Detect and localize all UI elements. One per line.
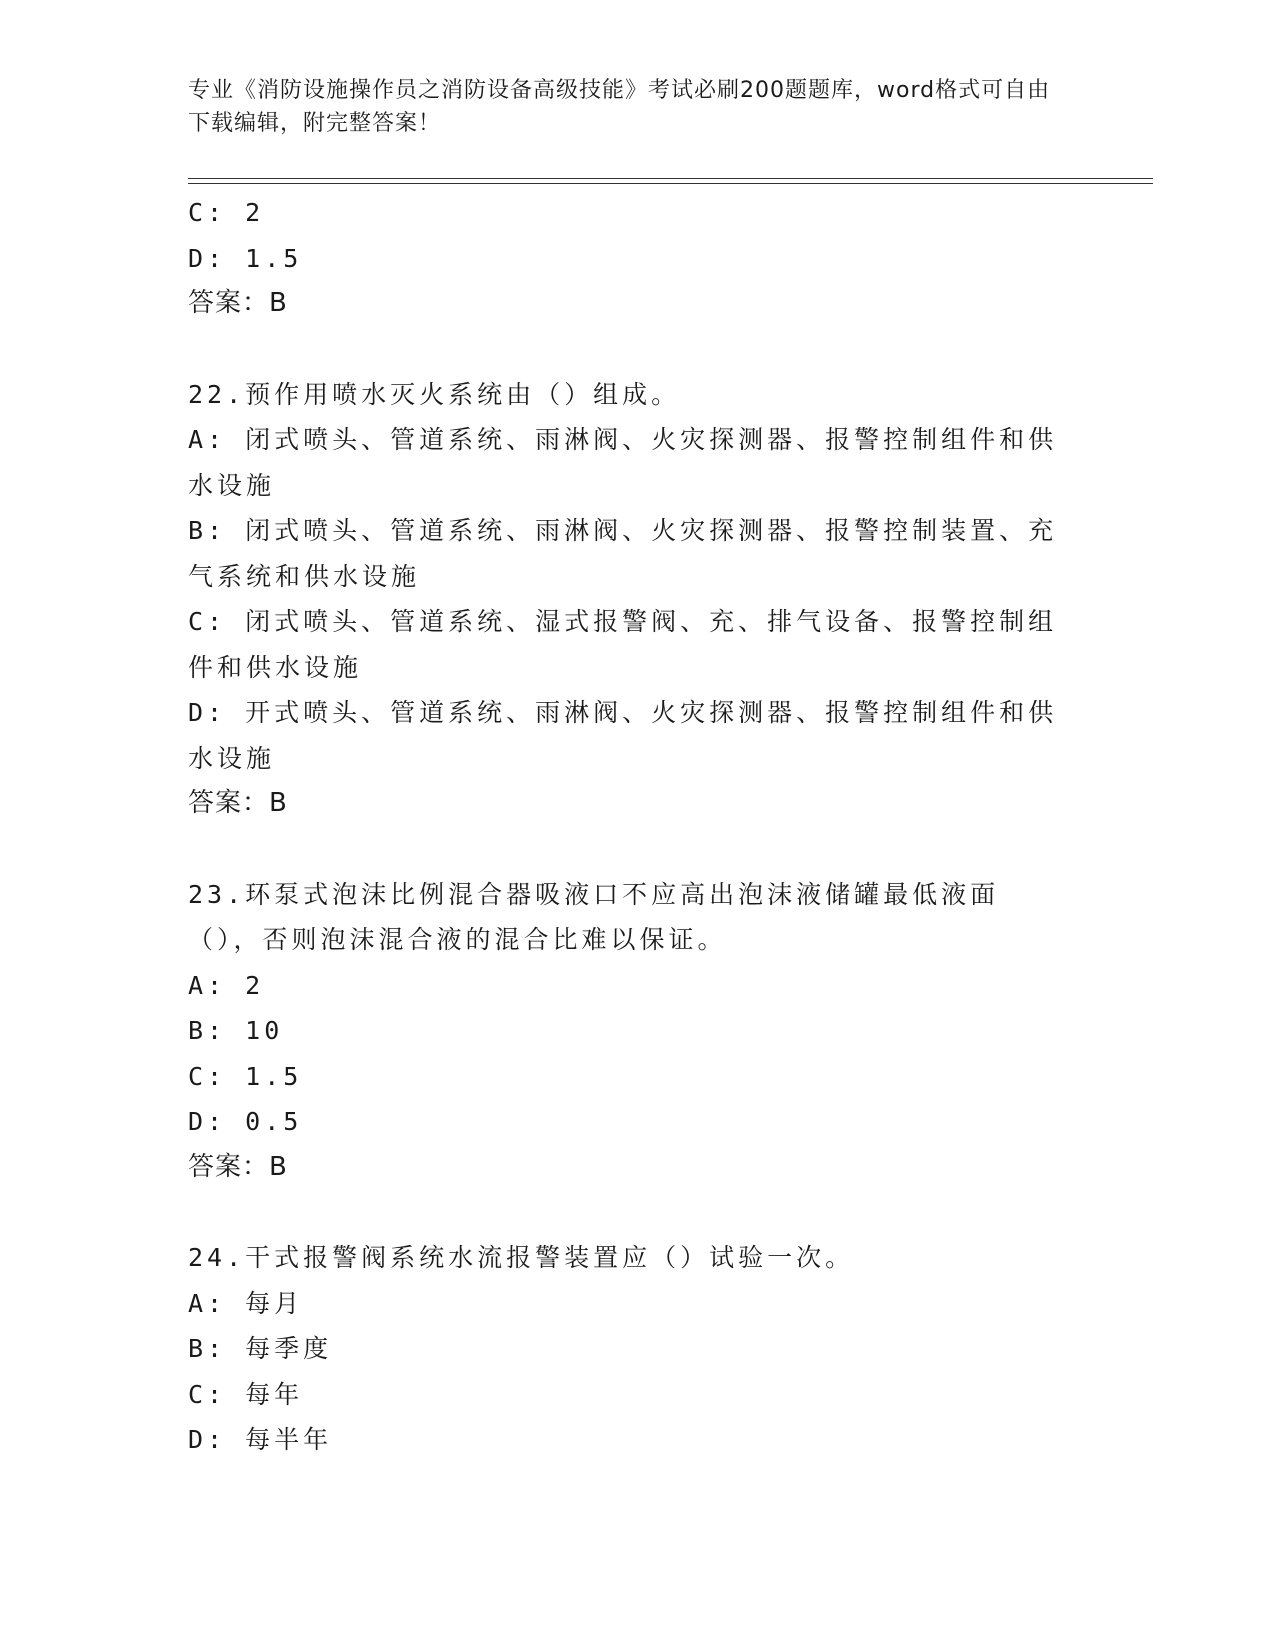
option-a: A: 闭式喷头、管道系统、雨淋阀、火灾探测器、报警控制组件和供水设施 <box>188 425 1058 500</box>
option-d: D: 每半年 <box>188 1425 333 1454</box>
question-23 <box>188 872 1068 1191</box>
question-22 <box>188 372 1068 827</box>
document-body <box>188 190 1068 1463</box>
option-c: C: 1.5 <box>188 1061 303 1091</box>
option-b: B: 闭式喷头、管道系统、雨淋阀、火灾探测器、报警控制装置、充气系统和供水设施 <box>188 516 1058 591</box>
option-b: B: 10 <box>188 1016 284 1045</box>
option-c: C: 闭式喷头、管道系统、湿式报警阀、充、排气设备、报警控制组件和供水设施 <box>188 607 1058 682</box>
question-stem: 24.干式报警阀系统水流报警装置应（）试验一次。 <box>188 1243 855 1272</box>
question-24 <box>188 1235 1068 1463</box>
question-stem: 23.环泵式泡沫比例混合器吸液口不应高出泡沫液储罐最低液面（），否则泡沫混合液的混合比难以保证。 <box>188 879 1000 954</box>
answer: 答案：B <box>188 288 288 318</box>
option-d: D: 1.5 <box>188 243 303 273</box>
header-title: 专业《消防设施操作员之消防设备高级技能》考试必刷200题题库，word格式可自由下载编辑，附完整答案！ <box>188 78 1051 136</box>
question-stem: 22.预作用喷水灭火系统由（）组成。 <box>188 379 681 409</box>
answer: 答案：B <box>188 788 288 818</box>
header-divider-top <box>188 178 1153 179</box>
option-a: A: 2 <box>188 970 265 1000</box>
option-c: C: 每年 <box>188 1379 304 1409</box>
header-divider-bottom <box>188 183 1153 184</box>
option-d: D: 开式喷头、管道系统、雨淋阀、火灾探测器、报警控制组件和供水设施 <box>188 698 1058 773</box>
option-d: D: 0.5 <box>188 1107 303 1136</box>
option-b: B: 每季度 <box>188 1334 333 1363</box>
question-21-continued <box>188 190 1068 327</box>
answer: 答案：B <box>188 1151 288 1182</box>
option-a: A: 每月 <box>188 1288 304 1318</box>
document-header <box>188 74 1068 140</box>
option-c: C: 2 <box>188 198 265 227</box>
